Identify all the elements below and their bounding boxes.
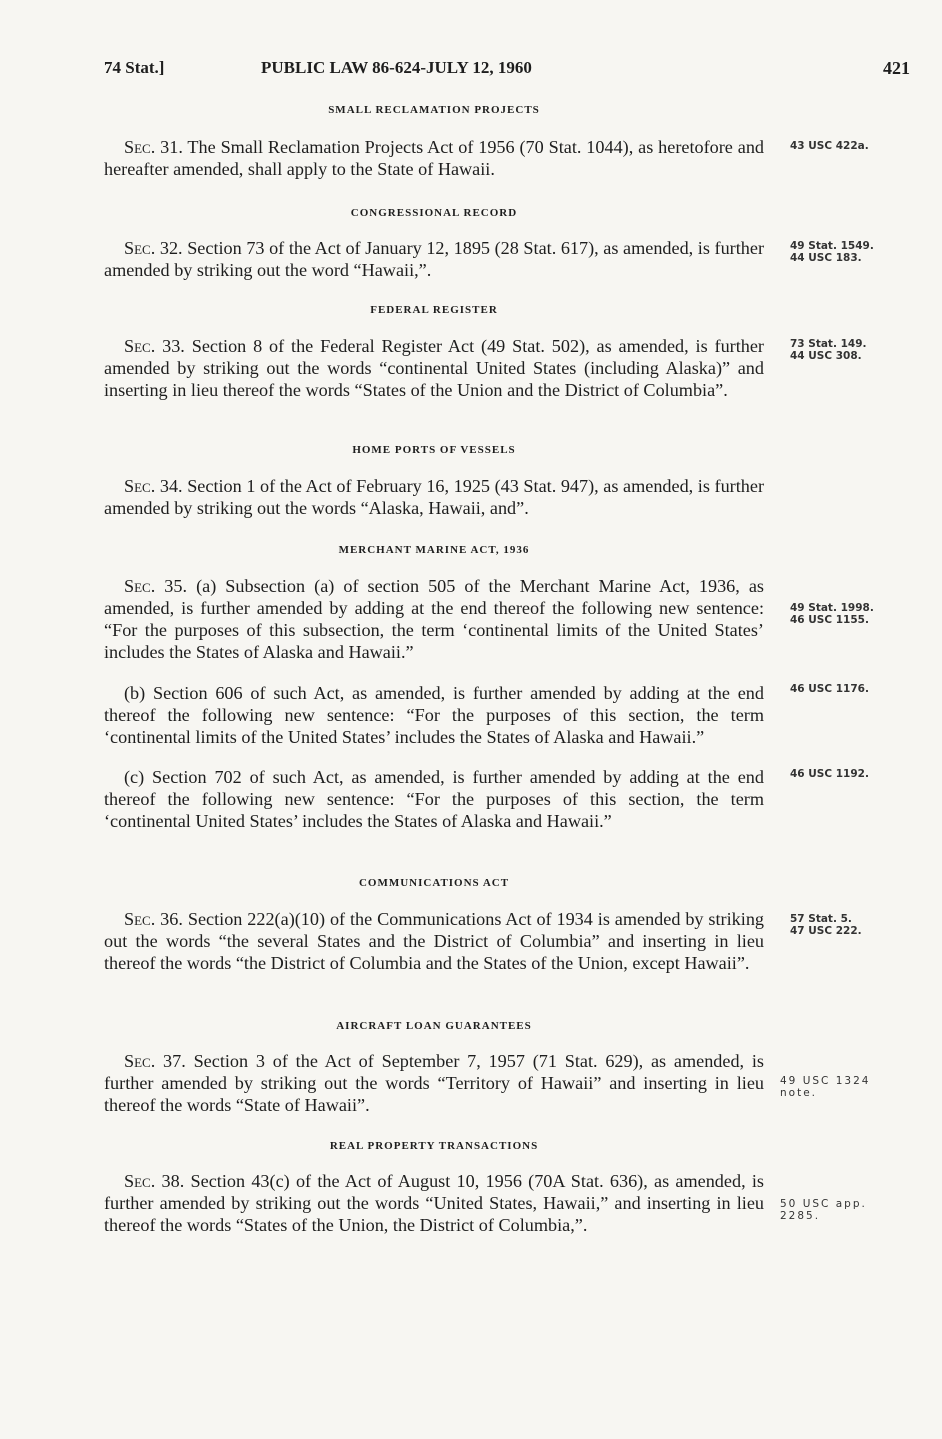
- section-label: Sec. 34.: [124, 476, 183, 496]
- section-33: [104, 335, 764, 401]
- margin-citation: 46 USC 1192.: [790, 768, 869, 780]
- margin-citation: 49 Stat. 1998. 46 USC 1155.: [790, 602, 874, 626]
- section-label: Sec. 33.: [124, 336, 185, 356]
- running-header: [104, 58, 910, 82]
- section-label: Sec. 35.: [124, 576, 188, 596]
- section-heading: REAL PROPERTY TRANSACTIONS: [329, 1140, 539, 1152]
- margin-citation: 73 Stat. 149. 44 USC 308.: [790, 338, 867, 362]
- section-heading: FEDERAL REGISTER: [370, 304, 498, 316]
- law-title: PUBLIC LAW 86-624-JULY 12, 1960: [261, 58, 532, 77]
- margin-citation: 57 Stat. 5. 47 USC 222.: [790, 913, 862, 937]
- section-heading: CONGRESSIONAL RECORD: [350, 207, 518, 219]
- section-35b: (b) Section 606 of such Act, as amended, is further amended by adding at the end thereof the following new sentence: “For the purposes of this section, the term ‘continental limits of the United States’ includes the States of Alaska and Hawaii.”: [104, 683, 764, 747]
- section-heading: SMALL RECLAMATION PROJECTS: [328, 104, 540, 116]
- section-heading: HOME PORTS OF VESSELS: [352, 444, 516, 456]
- section-32: [104, 237, 764, 281]
- margin-citation: 49 Stat. 1549. 44 USC 183.: [790, 240, 874, 264]
- section-31: [104, 136, 764, 180]
- margin-citation: 50 USC app. 2285.: [780, 1198, 867, 1222]
- section-text: Section 73 of the Act of January 12, 1895 (28 Stat. 617), as amended, is further amended by striking out the word “Hawaii,”.: [104, 238, 764, 280]
- section-37: [104, 1050, 764, 1116]
- section-text: Section 1 of the Act of February 16, 1925 (43 Stat. 947), as amended, is further amended by striking out the words “Alaska, Hawaii, and”.: [104, 476, 764, 518]
- section-heading: MERCHANT MARINE ACT, 1936: [338, 544, 530, 556]
- section-heading: AIRCRAFT LOAN GUARANTEES: [336, 1020, 532, 1032]
- margin-citation: 43 USC 422a.: [790, 140, 869, 152]
- section-label: Sec. 36.: [124, 909, 183, 929]
- section-label: Sec. 31.: [124, 137, 183, 157]
- section-text: The Small Reclamation Projects Act of 1956 (70 Stat. 1044), as heretofore and hereafter amended, shall apply to the State of Hawaii.: [104, 137, 765, 179]
- margin-citation: 49 USC 1324 note.: [780, 1075, 871, 1099]
- section-35a: [104, 575, 764, 663]
- margin-citation: 46 USC 1176.: [790, 683, 869, 695]
- section-label: Sec. 37.: [124, 1051, 186, 1071]
- section-text: Section 8 of the Federal Register Act (49 Stat. 502), as amended, is further amended by striking out the words “continental United States (including Alaska)” and inserting in lieu thereof the words “States of the Union and the District of Columbia”.: [104, 336, 764, 400]
- section-text: Section 3 of the Act of September 7, 1957 (71 Stat. 629), as amended, is further amended by striking out the words “Territory of Hawaii” and inserting in lieu thereof the words “State of Hawaii”.: [104, 1051, 764, 1115]
- section-34: [104, 475, 764, 519]
- section-text: Section 43(c) of the Act of August 10, 1956 (70A Stat. 636), as amended, is further amended by striking out the words “United States, Hawaii,” and inserting in lieu thereof the words “States of the Union, the District of Columbia,”.: [104, 1171, 764, 1235]
- section-text: (a) Subsection (a) of section 505 of the Merchant Marine Act, 1936, as amended, is further amended by adding at the end thereof the following new sentence: “For the purposes of this subsection, the term ‘continental limits of the United States’ includes the States of Alaska and Hawaii.”: [104, 576, 765, 662]
- section-text: Section 222(a)(10) of the Communications Act of 1934 is amended by striking out the words “the several States and the District of Columbia” and inserting in lieu thereof the words “the District of Columbia and the States of the Union, except Hawaii”.: [104, 909, 765, 973]
- section-label: Sec. 38.: [124, 1171, 185, 1191]
- section-label: Sec. 32.: [124, 238, 183, 258]
- section-35c: (c) Section 702 of such Act, as amended, is further amended by adding at the end thereof the following new sentence: “For the purposes of this section, the term ‘continental United States’ includes the States of Alaska and Hawaii.”: [104, 767, 764, 831]
- section-36: [104, 908, 764, 974]
- page-number: 421: [883, 58, 910, 78]
- section-heading: COMMUNICATIONS ACT: [358, 877, 510, 889]
- stat-reference: 74 Stat.]: [104, 58, 165, 77]
- section-38: [104, 1170, 764, 1236]
